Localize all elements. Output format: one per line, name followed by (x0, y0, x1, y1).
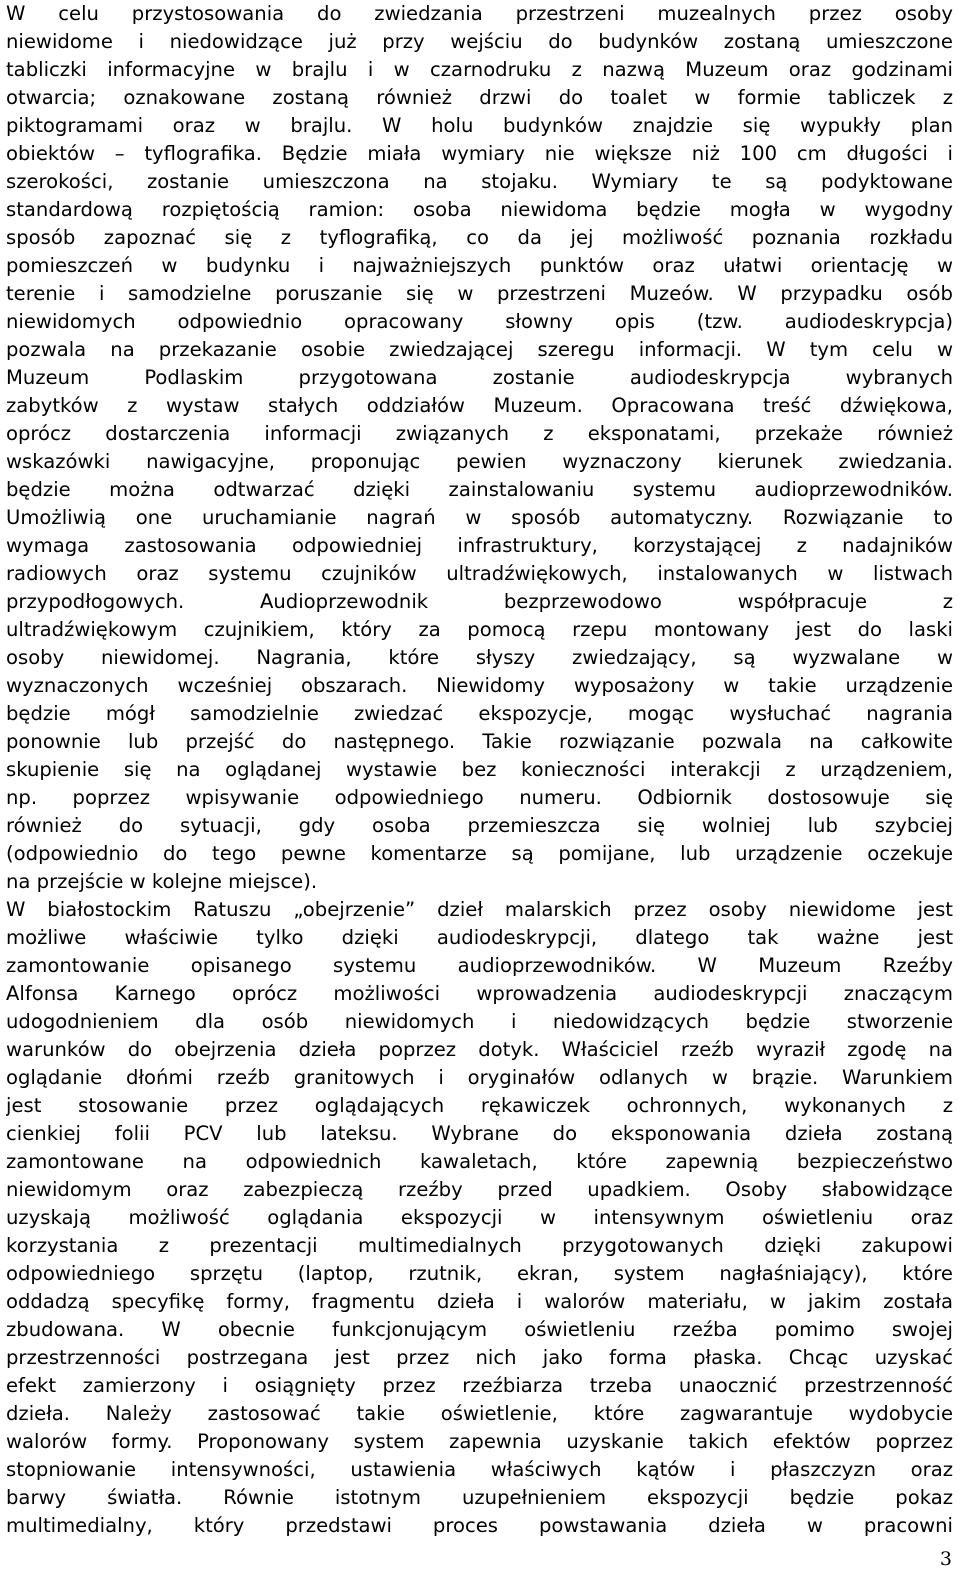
text-line: pozwala na przekazanie osobie zwiedzającej szeregu informacji. W tym celu w (6, 338, 953, 361)
text-line: walorów formy. Proponowany system zapewnia uzyskanie takich efektów poprzez (6, 1430, 953, 1453)
text-line: szerokości, zostanie umieszczona na stojaku. Wymiary te są podyktowane (6, 170, 953, 193)
text-line: oglądanie dłońmi rzeźb granitowych i oryginałów odlanych w brązie. Warunkiem (6, 1066, 953, 1089)
text-line: na przejście w kolejne miejsce). (6, 870, 318, 893)
text-line: tabliczki informacyjne w brajlu i w czarnodruku z nazwą Muzeum oraz godzinami (6, 58, 953, 81)
text-line: będzie można odtwarzać dzięki zainstalowaniu systemu audioprzewodników. (6, 478, 953, 501)
text-line: niewidome i niedowidzące już przy wejściu do budynków zostaną umieszczone (6, 30, 953, 53)
text-line: Muzeum Podlaskim przygotowana zostanie audiodeskrypcja wybranych (6, 366, 953, 389)
page-number: 3 (939, 1548, 952, 1570)
text-line: korzystania z prezentacji multimedialnych przygotowanych dzięki zakupowi (6, 1234, 953, 1257)
text-line: Umożliwią one uruchamianie nagrań w sposób automatyczny. Rozwiązanie to (6, 506, 953, 529)
text-line: standardową rozpiętością ramion: osoba niewidoma będzie mogła w wygodny (6, 198, 953, 221)
text-line: radiowych oraz systemu czujników ultradźwiękowych, instalowanych w listwach (6, 562, 953, 585)
text-line: przestrzenności postrzegana jest przez nich jako forma płaska. Chcąc uzyskać (6, 1346, 953, 1369)
text-line: wskazówki nawigacyjne, proponując pewien wyznaczony kierunek zwiedzania. (6, 450, 953, 473)
text-line: skupienie się na oglądanej wystawie bez konieczności interakcji z urządzeniem, (6, 758, 953, 781)
document-body (6, 0, 953, 1540)
text-line: terenie i samodzielne poruszanie się w przestrzeni Muzeów. W przypadku osób (6, 282, 953, 305)
text-line: stopniowanie intensywności, ustawienia właściwych kątów i płaszczyzn oraz (6, 1458, 953, 1481)
text-line: również do sytuacji, gdy osoba przemieszcza się wolniej lub szybciej (6, 814, 953, 837)
text-line: dzieła. Należy zastosować takie oświetlenie, które zagwarantuje wydobycie (6, 1402, 953, 1425)
text-line: obiektów – tyflografika. Będzie miała wymiary nie większe niż 100 cm długości i (6, 142, 953, 165)
text-line: piktogramami oraz w brajlu. W holu budynków znajdzie się wypukły plan (6, 114, 953, 137)
text-line: osoby niewidomej. Nagrania, które słyszy zwiedzający, są wyzwalane w (6, 646, 953, 669)
text-line: barwy światła. Równie istotnym uzupełnieniem ekspozycji będzie pokaz (6, 1486, 953, 1509)
text-line: cienkiej folii PCV lub lateksu. Wybrane do eksponowania dzieła zostaną (6, 1122, 953, 1145)
text-line: będzie mógł samodzielnie zwiedzać ekspozycje, mogąc wysłuchać nagrania (6, 702, 953, 725)
text-line: otwarcia; oznakowane zostaną również drzwi do toalet w formie tabliczek z (6, 86, 953, 109)
text-line: wymaga zastosowania odpowiedniej infrastruktury, korzystającej z nadajników (6, 534, 953, 557)
text-line: udogodnieniem dla osób niewidomych i niedowidzących będzie stworzenie (6, 1010, 953, 1033)
text-line: niewidomych odpowiednio opracowany słowny opis (tzw. audiodeskrypcja) (6, 310, 953, 333)
text-line: Alfonsa Karnego oprócz możliwości wprowadzenia audiodeskrypcji znaczącym (6, 982, 953, 1005)
text-line: zamontowane na odpowiednich kawaletach, które zapewnią bezpieczeństwo (6, 1150, 953, 1173)
text-line: efekt zamierzony i osiągnięty przez rzeźbiarza trzeba unaocznić przestrzenność (6, 1374, 953, 1397)
text-line: zbudowana. W obecnie funkcjonującym oświetleniu rzeźba pomimo swojej (6, 1318, 953, 1341)
text-line: zamontowanie opisanego systemu audioprzewodników. W Muzeum Rzeźby (6, 954, 953, 977)
text-line: W celu przystosowania do zwiedzania przestrzeni muzealnych przez osoby (6, 2, 953, 25)
text-line: ultradźwiękowym czujnikiem, który za pomocą rzepu montowany jest do laski (6, 618, 953, 641)
text-line: oprócz dostarczenia informacji związanych z eksponatami, przekaże również (6, 422, 953, 445)
text-line: ponownie lub przejść do następnego. Takie rozwiązanie pozwala na całkowite (6, 730, 953, 753)
text-line: warunków do obejrzenia dzieła poprzez dotyk. Właściciel rzeźb wyraził zgodę na (6, 1038, 953, 1061)
text-line: wyznaczonych wcześniej obszarach. Niewidomy wyposażony w takie urządzenie (6, 674, 953, 697)
text-line: W białostockim Ratuszu „obejrzenie” dzieł malarskich przez osoby niewidome jest (6, 898, 953, 921)
text-line: jest stosowanie przez oglądających rękawiczek ochronnych, wykonanych z (6, 1094, 953, 1117)
text-line: sposób zapoznać się z tyflografiką, co da jej możliwość poznania rozkładu (6, 226, 953, 249)
text-line: pomieszczeń w budynku i najważniejszych punktów oraz ułatwi orientację w (6, 254, 953, 277)
text-line: oddadzą specyfikę formy, fragmentu dzieła i walorów materiału, w jakim została (6, 1290, 953, 1313)
text-line: przypodłogowych. Audioprzewodnik bezprzewodowo współpracuje z (6, 590, 953, 613)
text-line: niewidomym oraz zabezpieczą rzeźby przed upadkiem. Osoby słabowidzące (6, 1178, 953, 1201)
text-line: (odpowiednio do tego pewne komentarze są pomijane, lub urządzenie oczekuje (6, 842, 953, 865)
text-line: uzyskają możliwość oglądania ekspozycji w intensywnym oświetleniu oraz (6, 1206, 953, 1229)
text-line: multimedialny, który przedstawi proces powstawania dzieła w pracowni (6, 1514, 953, 1537)
text-line: odpowiedniego sprzętu (laptop, rzutnik, ekran, system nagłaśniający), które (6, 1262, 953, 1285)
text-line: np. poprzez wpisywanie odpowiedniego numeru. Odbiornik dostosowuje się (6, 786, 953, 809)
text-line: zabytków z wystaw stałych oddziałów Muzeum. Opracowana treść dźwiękowa, (6, 394, 953, 417)
text-line: możliwe właściwie tylko dzięki audiodeskrypcji, dlatego tak ważne jest (6, 926, 953, 949)
